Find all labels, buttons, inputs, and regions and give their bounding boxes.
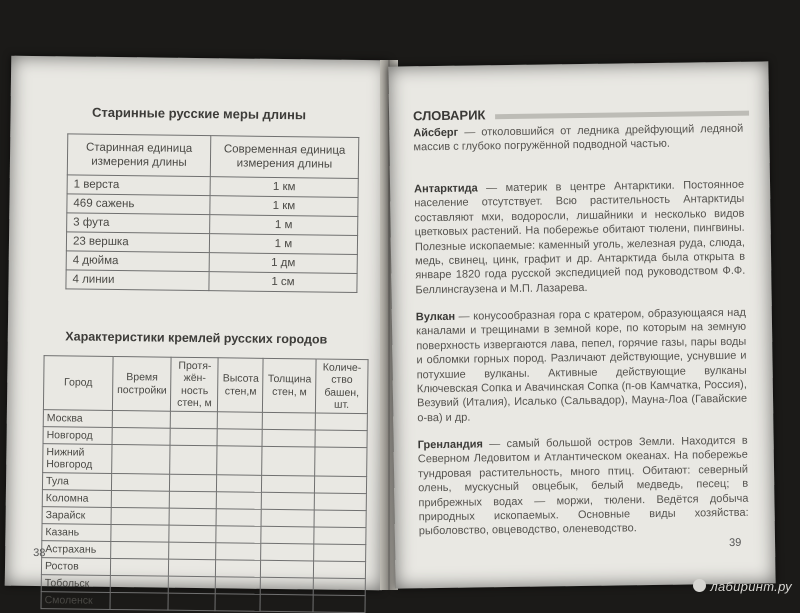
empty-cell[interactable] [260, 594, 313, 612]
empty-cell[interactable] [218, 412, 263, 430]
labirint-logo-icon [693, 579, 706, 592]
modern-unit: 1 дм [209, 253, 357, 274]
city-name: Смоленск [41, 592, 110, 610]
empty-cell[interactable] [112, 444, 171, 474]
empty-cell[interactable] [169, 559, 216, 577]
units-header-modern: Современная единица измерения длины [210, 136, 358, 179]
empty-cell[interactable] [171, 411, 218, 429]
empty-cell[interactable] [170, 474, 217, 492]
empty-cell[interactable] [261, 543, 314, 561]
empty-cell[interactable] [217, 429, 262, 447]
city-name: Новгород [43, 427, 112, 445]
empty-cell[interactable] [110, 592, 169, 610]
length-units-table [65, 133, 359, 293]
modern-unit: 1 м [209, 234, 357, 255]
table-row [41, 592, 365, 613]
empty-cell[interactable] [262, 429, 315, 447]
city-name: Тобольск [41, 575, 110, 593]
right-page [388, 61, 775, 588]
page-number-right: 39 [728, 536, 742, 549]
modern-unit: 1 м [210, 215, 358, 236]
empty-cell[interactable] [263, 412, 316, 430]
empty-cell[interactable] [169, 576, 216, 594]
old-unit: 23 вершка [66, 232, 209, 253]
entry-term: Вулкан [415, 310, 456, 324]
entry-text: — конусообразная гора с кратером, образующаяся над каналами и трещинами в земной коре, по которым на земную поверхность извергаются лава, пепел, горячие газы, пары воды и обломки горных пород. Различают действующие, уснувшие и потухшие вулканы. Активные действующие вулканы Ключевская Сопка и Авачинская Сопка (п-ов Камчатка, Россия), Везувий (Италия), Исалько (Сальвадор), Мауна-Лоа (Гавайские о-ва) и др. [415, 306, 748, 425]
empty-cell[interactable] [169, 542, 216, 560]
empty-cell[interactable] [315, 476, 367, 494]
empty-cell[interactable] [215, 594, 260, 612]
empty-cell[interactable] [216, 526, 261, 544]
watermark [693, 579, 792, 594]
empty-cell[interactable] [168, 593, 215, 611]
empty-cell[interactable] [217, 475, 262, 493]
entry-text: — материк в центре Антарктики. Постоянное население отсутствует. Всю растительность Антарктиды составляют мхи, водоросли, лишайники и несколько видов цветковых растений. На побережье обитают тюлени, пингвины. Полезные ископаемые: каменный уголь, железная руда, слюда, медь, свинец, цинк, графит и др. Антарктида была открыта в январе 1820 года русской экспедицией под руководством Ф.Ф. Беллинсгаузена и М.П. Лазарева. [414, 178, 746, 297]
empty-cell[interactable] [315, 413, 367, 431]
old-unit: 469 сажень [67, 194, 210, 215]
empty-cell[interactable] [169, 508, 216, 526]
city-name: Нижний Новгород [43, 444, 112, 474]
dictionary-entry [416, 306, 748, 426]
kremlin-header-length: Протяжённость стен, м [171, 357, 219, 412]
empty-cell[interactable] [112, 427, 171, 445]
empty-cell[interactable] [314, 493, 366, 511]
empty-cell[interactable] [314, 527, 366, 545]
empty-cell[interactable] [216, 543, 261, 561]
kremlin-table [40, 355, 368, 613]
empty-cell[interactable] [262, 492, 315, 510]
empty-cell[interactable] [110, 558, 169, 576]
empty-cell[interactable] [170, 428, 217, 446]
empty-cell[interactable] [217, 492, 262, 510]
table-row [43, 444, 367, 477]
empty-cell[interactable] [261, 509, 314, 527]
entry-term: Айсберг [413, 126, 459, 140]
empty-cell[interactable] [170, 491, 217, 509]
dictionary-entry [413, 122, 743, 155]
left-page [5, 56, 388, 607]
old-unit: 4 линии [66, 270, 209, 291]
table-row [66, 270, 357, 293]
empty-cell[interactable] [315, 447, 367, 477]
empty-cell[interactable] [111, 490, 170, 508]
old-unit: 4 дюйма [66, 251, 209, 272]
city-name: Зарайск [42, 507, 111, 525]
city-name: Казань [42, 524, 111, 542]
empty-cell[interactable] [261, 577, 314, 595]
empty-cell[interactable] [315, 430, 367, 448]
dictionary-title: СЛОВАРИК [412, 107, 486, 124]
city-name: Ростов [41, 558, 110, 576]
entry-text: — отколовшийся от ледника дрейфующий ледяной массив с глубоко погружённой подводной частью. [413, 122, 744, 154]
empty-cell[interactable] [110, 575, 169, 593]
kremlin-header-thickness: Толщина стен, м [263, 358, 316, 413]
empty-cell[interactable] [313, 595, 365, 613]
empty-cell[interactable] [314, 561, 366, 579]
page-number-left: 38 [33, 547, 46, 560]
city-name: Москва [43, 410, 112, 428]
modern-unit: 1 см [209, 272, 357, 293]
empty-cell[interactable] [261, 560, 314, 578]
city-name: Астрахань [42, 541, 111, 559]
empty-cell[interactable] [314, 510, 366, 528]
empty-cell[interactable] [169, 525, 216, 543]
empty-cell[interactable] [111, 507, 170, 525]
empty-cell[interactable] [217, 446, 262, 476]
empty-cell[interactable] [314, 544, 366, 562]
units-table-title: Старинные русские меры длины [91, 104, 307, 123]
city-name: Тула [42, 473, 111, 491]
modern-unit: 1 км [210, 177, 358, 198]
empty-cell[interactable] [111, 524, 170, 542]
dictionary-entry [414, 178, 746, 298]
empty-cell[interactable] [216, 577, 261, 595]
empty-cell[interactable] [313, 578, 365, 596]
kremlin-header-city: Город [43, 356, 113, 411]
kremlin-header-towers: Количество башен, шт. [316, 359, 368, 414]
old-unit: 3 фута [67, 213, 210, 234]
empty-cell[interactable] [262, 475, 315, 493]
entry-term: Гренландия [417, 438, 483, 452]
empty-cell[interactable] [261, 526, 314, 544]
title-rule [495, 111, 749, 120]
city-name: Коломна [42, 490, 111, 508]
kremlin-header-year: Время постройки [112, 356, 171, 411]
entry-text: — самый большой остров Земли. Находится в Северном Ледовитом и Атлантическом океанах. На побережье тундровая растительность, много птиц. Обитают: северный олень, мускусный овцебык, белый медведь, песец; в прибрежных водах — моржи, тюлени. Ведётся добыча природных ископаемых. Основные виды хозяйства: рыболовство, овцеводство, оленеводство. [417, 434, 749, 538]
entry-term: Антарктида [414, 182, 478, 196]
old-unit: 1 верста [67, 175, 210, 196]
empty-cell[interactable] [111, 541, 170, 559]
empty-cell[interactable] [216, 560, 261, 578]
empty-cell[interactable] [217, 509, 262, 527]
empty-cell[interactable] [112, 410, 171, 428]
kremlin-table-title: Характеристики кремлей русских городов [65, 329, 328, 347]
units-header-old: Старинная единица измерения длины [67, 134, 210, 177]
empty-cell[interactable] [170, 445, 217, 475]
modern-unit: 1 км [210, 196, 358, 217]
watermark-text: лабиринт.ру [710, 579, 792, 594]
kremlin-header-height: Высота стен,м [218, 358, 264, 413]
empty-cell[interactable] [111, 473, 170, 491]
dictionary-entry [418, 434, 749, 539]
empty-cell[interactable] [262, 446, 315, 476]
